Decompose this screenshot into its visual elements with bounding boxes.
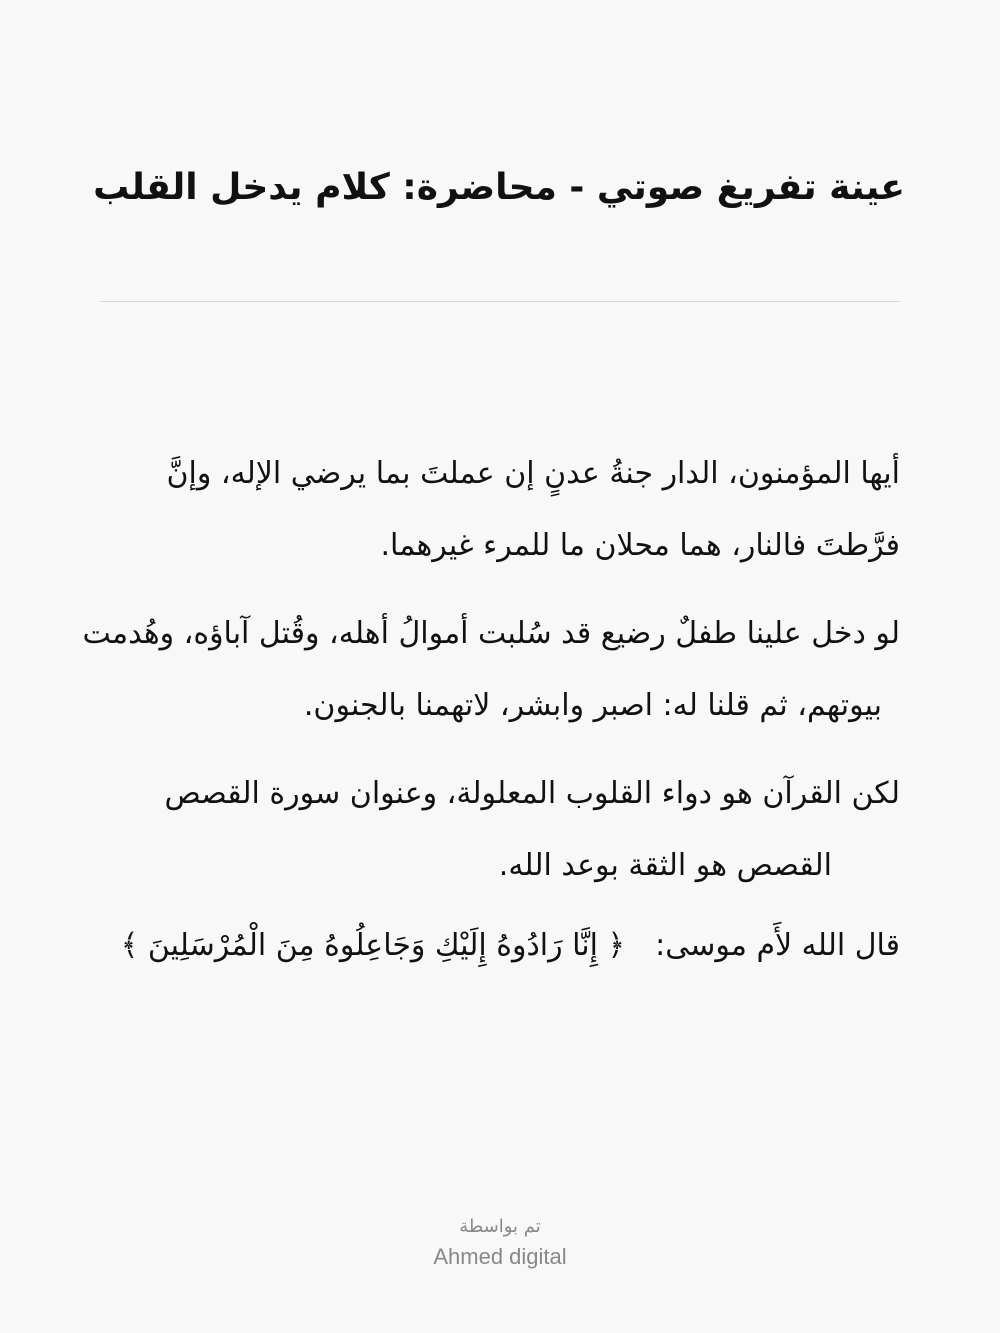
credit-label: تم بواسطة (459, 1216, 541, 1237)
paragraph (80, 438, 900, 582)
page-title: عينة تفريغ صوتي - محاضرة: كلام يدخل القلب (93, 167, 905, 208)
paragraph-line: أيها المؤمنون، الدار جنةُ عدنٍ إن عملتَ بما يرضي الإله، وإنَّ (166, 456, 900, 491)
paragraph (0, 598, 900, 742)
paragraph-line: لكن القرآن هو دواء القلوب المعلولة، وعنوان سورة القصص (164, 776, 900, 811)
quran-verse: ﴿ إِنَّا رَادُوهُ إِلَيْكِ وَجَاعِلُوهُ مِنَ الْمُرْسَلِينَ ﴾ (120, 928, 626, 963)
paragraph-line: لو دخل علينا طفلٌ رضيع قد سُلبت أموالُ أهله، وقُتل آباؤه، وهُدمت (82, 616, 900, 651)
paragraph (80, 758, 900, 902)
footer-credit (0, 1212, 1000, 1272)
credit-author: Ahmed digital (433, 1244, 567, 1269)
quote-intro: قال الله لأَم موسى: (655, 928, 900, 963)
divider (100, 301, 900, 302)
quote-paragraph (80, 910, 900, 982)
paragraph-line: بيوتهم، ثم قلنا له: اصبر وابشر، لاتهمنا بالجنون. (303, 688, 882, 723)
paragraph-line: فرَّطتَ فالنار، هما محلان ما للمرء غيرهما. (380, 528, 900, 563)
paragraph-line: القصص هو الثقة بوعد الله. (498, 848, 832, 883)
